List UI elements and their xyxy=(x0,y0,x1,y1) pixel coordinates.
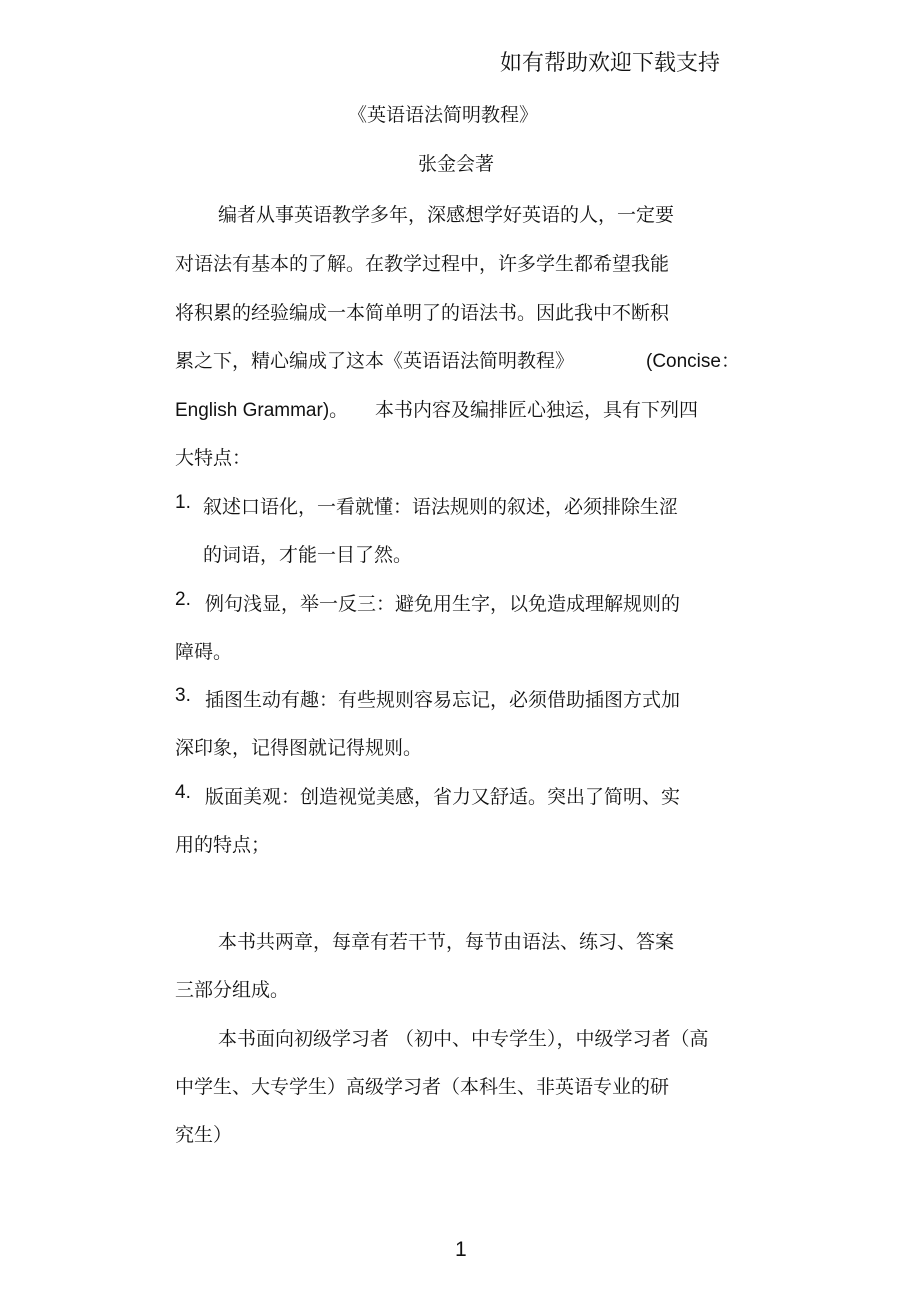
intro-line-1: 编者从事英语教学多年，深感想学好英语的人，一定要 xyxy=(218,204,675,226)
author-line: 张金会著 xyxy=(418,153,495,175)
feature-3-line-1: 插图生动有趣：有些规则容易忘记，必须借助插图方式加 xyxy=(205,689,681,711)
intro-line-5-english: English Grammar)。 xyxy=(175,400,349,421)
audience-line-1: 本书面向初级学习者 （初中、中专学生），中级学习者（高 xyxy=(218,1028,709,1050)
structure-line-2: 三部分组成。 xyxy=(175,979,290,1001)
feature-1-line-1: 叙述口语化，一看就懂：语法规则的叙述，必须排除生涩 xyxy=(203,496,679,518)
intro-line-4-english: (Concise： xyxy=(646,351,740,372)
feature-2-line-2: 障碍。 xyxy=(175,641,233,663)
feature-3-number: 3. xyxy=(175,685,191,706)
intro-line-2: 对语法有基本的了解。在教学过程中，许多学生都希望我能 xyxy=(175,253,670,275)
feature-4-number: 4. xyxy=(175,782,191,803)
audience-line-3: 究生） xyxy=(175,1124,233,1146)
feature-2-number: 2. xyxy=(175,589,191,610)
intro-line-3: 将积累的经验编成一本简单明了的语法书。因此我中不断积 xyxy=(175,302,670,324)
feature-2-line-1: 例句浅显，举一反三：避免用生字，以免造成理解规则的 xyxy=(205,593,681,615)
audience-line-2: 中学生、大专学生）高级学习者（本科生、非英语专业的研 xyxy=(175,1076,670,1098)
feature-4-line-1: 版面美观：创造视觉美感，省力又舒适。突出了简明、实 xyxy=(205,786,681,808)
page-number: 1 xyxy=(455,1238,467,1261)
feature-4-line-2: 用的特点； xyxy=(175,834,271,856)
book-title: 《英语语法简明教程》 xyxy=(348,104,539,126)
feature-3-line-2: 深印象，记得图就记得规则。 xyxy=(175,737,423,759)
intro-line-4: 累之下，精心编成了这本《英语语法简明教程》 xyxy=(175,350,575,372)
page-header: 如有帮助欢迎下载支持 xyxy=(500,51,721,76)
feature-1-number: 1. xyxy=(175,492,191,513)
feature-1-line-2: 的词语，才能一目了然。 xyxy=(203,544,413,566)
intro-line-5: 本书内容及编排匠心独运，具有下列四 xyxy=(375,399,699,421)
structure-line-1: 本书共两章，每章有若干节，每节由语法、练习、答案 xyxy=(218,931,675,953)
intro-line-6: 大特点： xyxy=(175,447,252,469)
